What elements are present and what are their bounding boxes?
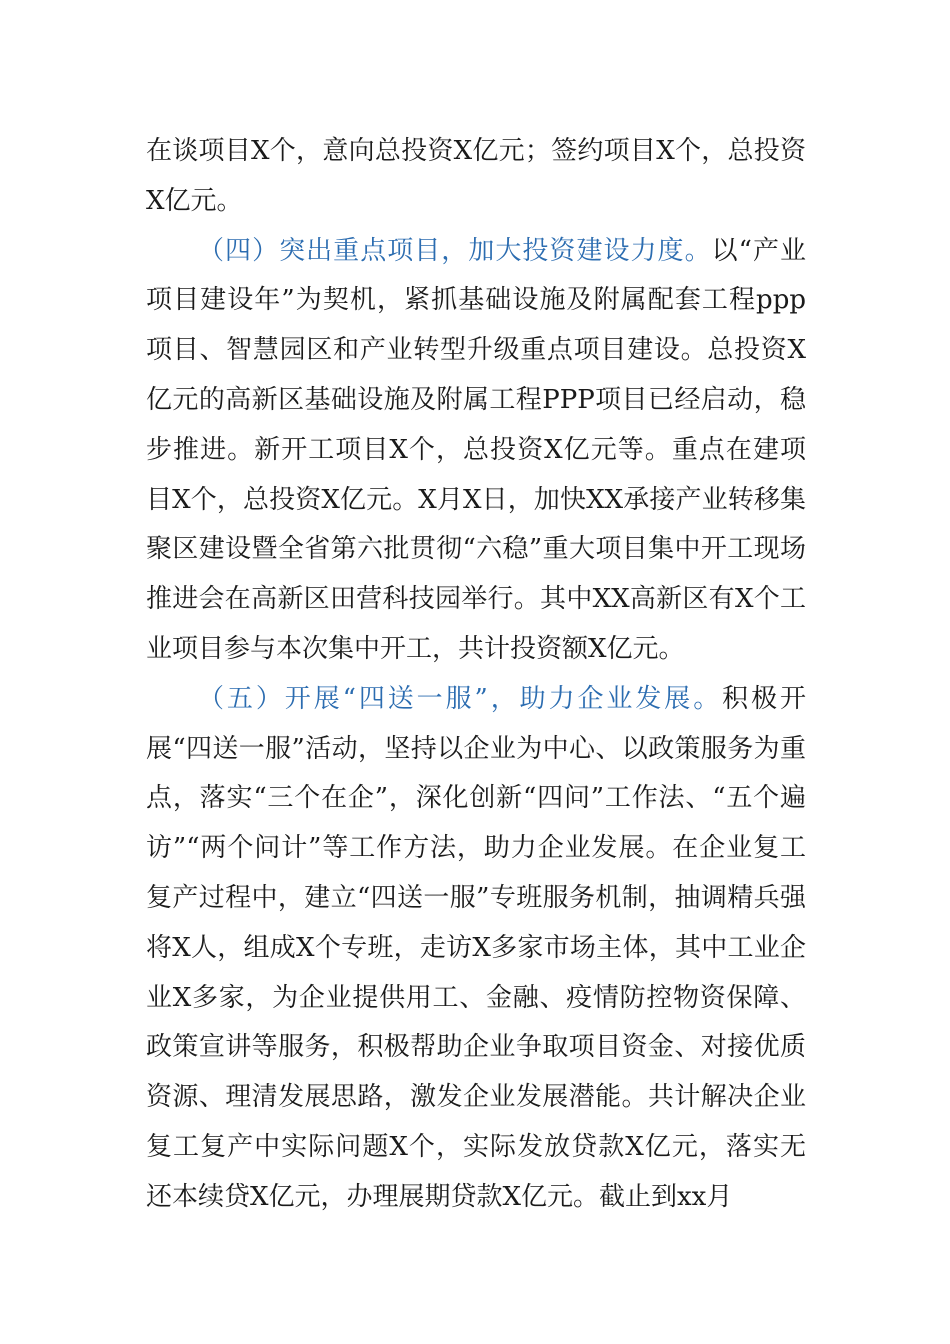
section-heading-5: （五）开展“四送一服”，助力企业发展。 — [198, 683, 723, 714]
paragraph-1 — [146, 127, 806, 227]
document-body — [146, 127, 806, 1223]
section-heading-4: （四）突出重点项目，加大投资建设力度。 — [198, 235, 712, 266]
paragraph-3 — [146, 675, 806, 1223]
paragraph-3-text: 积极开展“四送一服”活动，坚持以企业为中心、以政策服务为重点，落实“三个在企”，深化创新“四问”工作法、“五个遍访”“两个问计”等工作方法，助力企业发展。在企业复工复产过程中，建立“四送一服”专班服务机制，抽调精兵强将X人，组成X个专班，走访X多家市场主体，其中工业企业X多家，为企业提供用工、金融、疫情防控物资保障、政策宣讲等服务，积极帮助企业争取项目资金、对接优质资源、理清发展思路，激发企业发展潜能。共计解决企业复工复产中实际问题X个，实际发放贷款X亿元，落实无还本续贷X亿元，办理展期贷款X亿元。截止到xx月 — [146, 683, 806, 1212]
paragraph-2-text: 以“产业项目建设年”为契机，紧抓基础设施及附属配套工程ppp项目、智慧园区和产业转型升级重点项目建设。总投资X亿元的高新区基础设施及附属工程PPP项目已经启动，稳步推进。新开工项目X个，总投资X亿元等。重点在建项目X个，总投资X亿元。X月X日，加快XX承接产业转移集聚区建设暨全省第六批贯彻“六稳”重大项目集中开工现场推进会在高新区田营科技园举行。其中XX高新区有X个工业项目参与本次集中开工，共计投资额X亿元。 — [146, 235, 806, 664]
paragraph-2 — [146, 227, 806, 675]
paragraph-1-text: 在谈项目X个，意向总投资X亿元；签约项目X个，总投资X亿元。 — [146, 136, 806, 216]
